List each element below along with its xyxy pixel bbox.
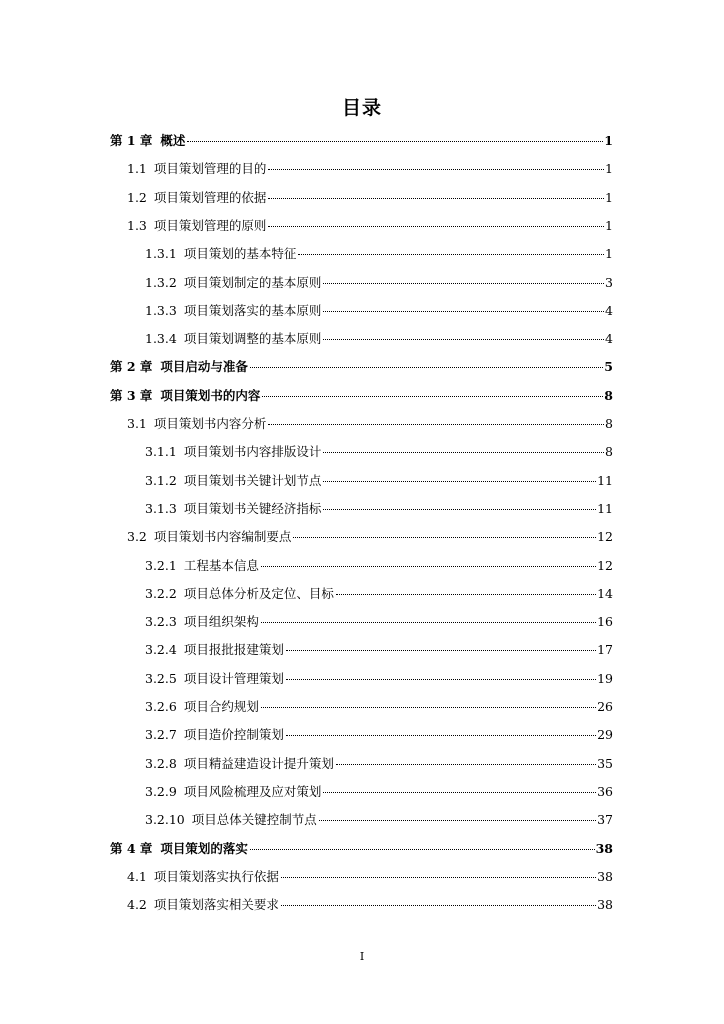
- toc-entry-number: 1.3.2: [145, 274, 177, 290]
- toc-entry[interactable]: [145, 555, 613, 577]
- toc-dot-leader: [261, 622, 596, 623]
- toc-entry[interactable]: [145, 328, 613, 350]
- toc-entry-page: 11: [597, 472, 613, 488]
- toc-entry-number: 3.2.4: [145, 642, 177, 658]
- toc-entry-number: 3.1: [127, 416, 147, 431]
- toc-dot-leader: [187, 141, 603, 142]
- toc-entry-number: 1.3: [127, 217, 147, 233]
- toc-entry-number: 3.2.7: [145, 727, 177, 743]
- toc-entry-title: 项目策划的基本特征: [183, 246, 297, 262]
- toc-entry-number: 3.2.10: [145, 812, 185, 828]
- toc-entry-title: 项目策划制定的基本原则: [183, 274, 322, 290]
- toc-dot-leader: [281, 877, 596, 878]
- toc-dot-leader: [281, 905, 596, 906]
- toc-entry-title: 项目设计管理策划: [183, 670, 284, 686]
- toc-entry-number: 3.2.6: [145, 699, 177, 714]
- toc-entry-page: 14: [597, 585, 613, 601]
- toc-entry[interactable]: [145, 809, 613, 831]
- toc-entry[interactable]: [110, 385, 613, 407]
- toc-entry-page: 16: [597, 614, 613, 630]
- toc-entry-number: 第 1 章: [110, 133, 153, 148]
- toc-dot-leader: [336, 594, 596, 595]
- toc-entry-title: 项目总体关键控制节点: [191, 812, 317, 828]
- toc-entry[interactable]: [127, 866, 613, 888]
- toc-dot-leader: [323, 509, 596, 510]
- toc-entry[interactable]: [145, 639, 613, 661]
- toc-dot-leader: [286, 650, 596, 651]
- toc-entry-number: 3.1.2: [145, 472, 177, 488]
- toc-entry-number: 1.1: [127, 161, 147, 177]
- toc-entry-number: 1.3.3: [145, 302, 177, 318]
- toc-dot-leader: [323, 339, 604, 340]
- toc-entry-page: 11: [597, 500, 613, 516]
- toc-dot-leader: [268, 424, 604, 425]
- toc-entry-number: 1.3.4: [145, 331, 177, 347]
- toc-entry-page: 8: [605, 416, 613, 431]
- toc-entry-number: 3.2.3: [145, 614, 177, 630]
- toc-entry-number: 1.2: [127, 189, 147, 205]
- toc-entry[interactable]: [127, 158, 613, 180]
- toc-entry[interactable]: [127, 413, 613, 435]
- toc-entry-number: 第 4 章: [110, 840, 153, 856]
- toc-dot-leader: [319, 820, 596, 821]
- toc-entry-title: 项目策划书关键计划节点: [183, 472, 322, 488]
- toc-dot-leader: [286, 735, 596, 736]
- toc-entry-title: 项目策划落实执行依据: [153, 868, 279, 884]
- toc-dot-leader: [268, 226, 604, 227]
- toc-entry-title: 项目启动与准备: [160, 359, 248, 375]
- toc-entry-page: 35: [597, 755, 613, 771]
- toc-entry-page: 29: [597, 727, 613, 743]
- toc-entry-page: 36: [597, 783, 613, 799]
- toc-entry-title: 项目策划书内容分析: [153, 416, 267, 431]
- toc-entry-number: 第 2 章: [110, 359, 153, 375]
- toc-dot-leader: [250, 849, 595, 850]
- toc-entry[interactable]: [110, 130, 613, 152]
- toc-entry-number: 1.3.1: [145, 246, 177, 262]
- toc-entry-page: 38: [595, 840, 613, 856]
- toc-entry[interactable]: [145, 668, 613, 690]
- toc-entry-title: 项目策划落实相关要求: [153, 897, 279, 913]
- toc-dot-leader: [250, 367, 603, 368]
- toc-dot-leader: [268, 169, 604, 170]
- toc-entry-page: 5: [604, 359, 613, 375]
- toc-entry-page: 12: [597, 529, 613, 545]
- toc-dot-leader: [298, 254, 604, 255]
- toc-entry[interactable]: [145, 441, 613, 463]
- toc-entry-title: 概述: [160, 133, 186, 148]
- toc-entry-title: 项目策划落实的基本原则: [183, 302, 322, 318]
- toc-entry-number: 第 3 章: [110, 387, 153, 403]
- toc-entry[interactable]: [145, 272, 613, 294]
- toc-entry-page: 8: [604, 387, 613, 403]
- toc-entry-page: 4: [605, 302, 613, 318]
- toc-entry-page: 37: [597, 812, 613, 828]
- toc-entry-number: 3.2.1: [145, 557, 177, 573]
- toc-entry-page: 8: [605, 444, 613, 460]
- toc-dot-leader: [323, 283, 604, 284]
- toc-entry-page: 1: [605, 217, 613, 233]
- toc-entry-number: 3.1.3: [145, 500, 177, 516]
- toc-entry[interactable]: [110, 838, 613, 860]
- toc-entry-page: 1: [604, 133, 613, 148]
- toc-entry-page: 3: [605, 274, 613, 290]
- toc-dot-leader: [262, 396, 603, 397]
- toc-entry[interactable]: [110, 356, 613, 378]
- toc-entry-number: 3.2.2: [145, 585, 177, 601]
- toc-entry-page: 4: [605, 331, 613, 347]
- toc-entry-title: 项目策划管理的依据: [153, 189, 267, 205]
- toc-entry[interactable]: [145, 470, 613, 492]
- toc-entry-page: 17: [597, 642, 613, 658]
- toc-entry[interactable]: [145, 243, 613, 265]
- toc-entry-number: 3.2.5: [145, 670, 177, 686]
- toc-entry-page: 12: [597, 557, 613, 573]
- toc-entry-title: 项目风险梳理及应对策划: [183, 783, 322, 799]
- toc-dot-leader: [323, 311, 604, 312]
- toc-entry-title: 项目策划的落实: [160, 840, 248, 856]
- toc-entry-title: 项目策划书的内容: [160, 387, 261, 403]
- toc-dot-leader: [286, 679, 596, 680]
- toc-entry[interactable]: [127, 215, 613, 237]
- toc-entry[interactable]: [145, 611, 613, 633]
- toc-entry[interactable]: [145, 583, 613, 605]
- toc-entry-number: 3.1.1: [145, 444, 177, 460]
- toc-dot-leader: [268, 198, 604, 199]
- toc-entry-page: 38: [597, 868, 613, 884]
- toc-entry-title: 项目策划书内容编制要点: [153, 529, 292, 545]
- toc-entry-number: 3.2: [127, 529, 147, 545]
- toc-entry-title: 项目精益建造设计提升策划: [183, 755, 334, 771]
- toc-entry-number: 4.1: [127, 868, 147, 884]
- toc-entry[interactable]: [127, 187, 613, 209]
- toc-entry-title: 项目组织架构: [183, 614, 259, 630]
- toc-entry-title: 项目策划管理的目的: [153, 161, 267, 177]
- toc-entry-number: 3.2.8: [145, 755, 177, 771]
- toc-entry[interactable]: [127, 526, 613, 548]
- toc-entry[interactable]: [145, 781, 613, 803]
- toc-dot-leader: [293, 537, 596, 538]
- toc-entry[interactable]: [127, 894, 613, 916]
- toc-entry-page: 1: [605, 189, 613, 205]
- toc-dot-leader: [336, 764, 596, 765]
- toc-entry-title: 项目总体分析及定位、目标: [183, 585, 334, 601]
- toc-dot-leader: [323, 452, 604, 453]
- toc-entry[interactable]: [145, 696, 613, 718]
- toc-dot-leader: [261, 566, 596, 567]
- toc-entry-page: 1: [605, 246, 613, 262]
- toc-dot-leader: [323, 481, 596, 482]
- toc-entry-number: 3.2.9: [145, 783, 177, 799]
- toc-entry-number: 4.2: [127, 897, 147, 913]
- toc-entry-page: 26: [597, 699, 613, 714]
- toc-entry[interactable]: [145, 300, 613, 322]
- toc-entry[interactable]: [145, 753, 613, 775]
- toc-entry-page: 1: [605, 161, 613, 177]
- toc-entry-title: 项目策划管理的原则: [153, 217, 267, 233]
- toc-entry-title: 项目报批报建策划: [183, 642, 284, 658]
- toc-entry-title: 项目造价控制策划: [183, 727, 284, 743]
- toc-entry-title: 项目策划书关键经济指标: [183, 500, 322, 516]
- toc-entry-page: 38: [597, 897, 613, 913]
- toc-entry-title: 工程基本信息: [183, 557, 259, 573]
- toc-entry[interactable]: [145, 498, 613, 520]
- toc-entry-title: 项目策划调整的基本原则: [183, 331, 322, 347]
- toc-entry-page: 19: [597, 670, 613, 686]
- page-number-footer: I: [359, 950, 365, 963]
- toc-dot-leader: [261, 707, 596, 708]
- toc-entry-title: 项目合约规划: [183, 699, 259, 714]
- toc-title: 目录: [341, 97, 382, 119]
- toc-entry[interactable]: [145, 724, 613, 746]
- toc-dot-leader: [323, 792, 596, 793]
- toc-entry-title: 项目策划书内容排版设计: [183, 444, 322, 460]
